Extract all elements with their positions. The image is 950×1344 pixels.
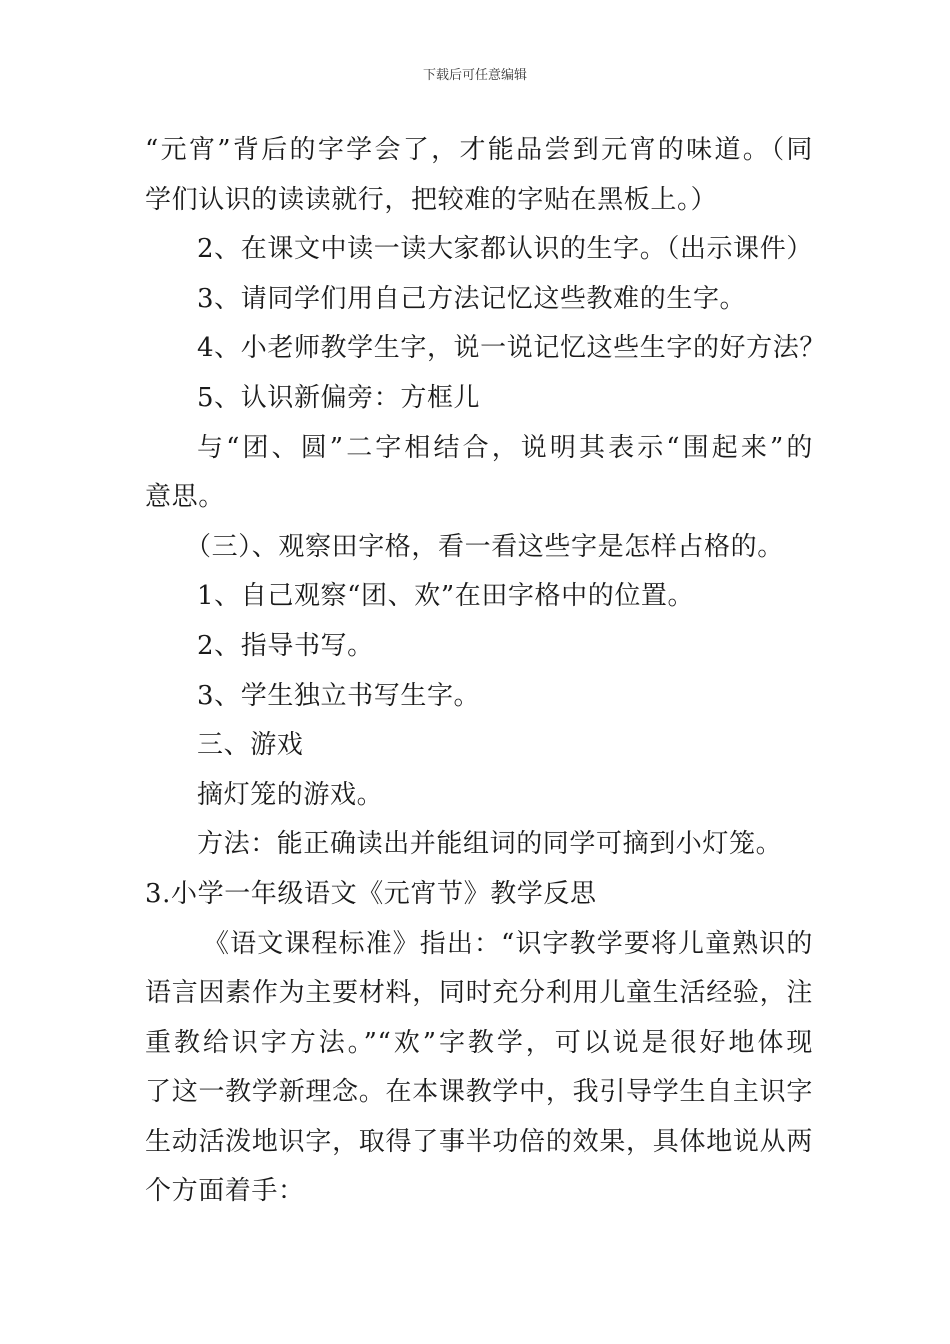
list-item: 2、指导书写。 (197, 630, 374, 661)
section-heading: （三）、观察田字格，看一看这些字是怎样占格的。 (185, 531, 784, 562)
paragraph-line: 个方面着手： (145, 1176, 305, 1207)
paragraph-line: 《语文课程标准》指出：“识字教学要将儿童熟识的 (203, 928, 813, 959)
section-heading: 三、游戏 (197, 730, 304, 761)
document-body (145, 126, 826, 1217)
paragraph-line: 意思。 (145, 482, 225, 513)
list-item: 5、认识新偏旁：方框儿 (197, 382, 481, 413)
paragraph-line: 与“团、圆”二字相结合，说明其表示“围起来”的 (197, 432, 813, 463)
list-item: 3、请同学们用自己方法记忆这些教难的生字。 (197, 283, 747, 314)
paragraph-line: 学们认识的读读就行，把较难的字贴在黑板上。） (145, 184, 718, 215)
paragraph-line: 了这一教学新理念。在本课教学中，我引导学生自主识字 (145, 1077, 813, 1108)
paragraph-line: “元宵”背后的字学会了，才能品尝到元宵的味道。（同 (145, 135, 813, 165)
paragraph-line: 重教给识字方法。”“欢”字教学，可以说是很好地体现 (145, 1027, 813, 1058)
list-item: 4、小老师教学生字，说一说记忆这些生字的好方法？ (197, 333, 826, 364)
list-item: 2、在课文中读一读大家都认识的生字。（出示课件） (197, 234, 813, 265)
list-item: 1、自己观察“团、欢”在田字格中的位置。 (197, 581, 695, 612)
paragraph-line: 生动活泼地识字，取得了事半功倍的效果，具体地说从两 (145, 1126, 813, 1157)
paragraph-line: 语言因素作为主要材料，同时充分利用儿童生活经验，注 (145, 978, 813, 1009)
page-header: 下载后可任意编辑 (422, 68, 527, 83)
section-title: 3.小学一年级语文《元宵节》教学反思 (145, 878, 597, 909)
paragraph-line: 摘灯笼的游戏。 (197, 779, 384, 810)
paragraph-line: 方法：能正确读出并能组词的同学可摘到小灯笼。 (197, 829, 783, 860)
list-item: 3、学生独立书写生字。 (197, 680, 481, 711)
